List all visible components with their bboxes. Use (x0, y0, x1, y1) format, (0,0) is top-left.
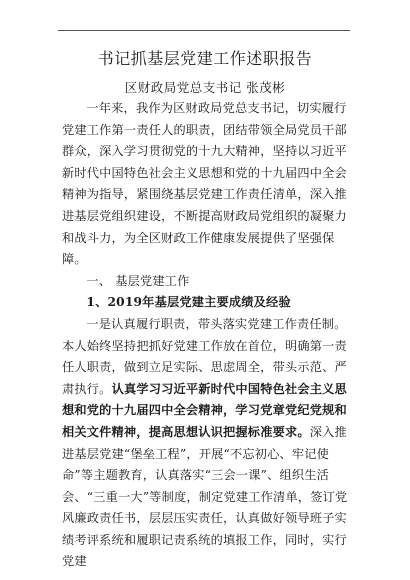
top-rule (58, 30, 350, 31)
paragraph-bold-text: 认真学习习近平新时代中国特色社会主义思想和党的十九届四中全会精神，学习党章党纪党规和相关文件精神，提高思想认识把握标准要求。 (62, 381, 347, 439)
section-heading: 一、 基层党建工作 (86, 273, 190, 288)
intro-paragraph: 一年来，我作为区财政局党总支书记，切实履行党建工作第一责任人的职责，团结带领全局党员干部群众，深入学习贯彻党的十九大精神，坚持以习近平新时代中国特色社会主义思想和党的十九届四中全会精神为指导，紧围绕基层党建工作责任清单，深入推进基层党组织建设，不断提高财政局党组织的凝聚力和战斗力，为全区财政工作健康发展提供了坚强保障。 (62, 101, 347, 267)
document-body (62, 98, 352, 573)
paragraph-text-part-2: 深入推进基层党建“堡垒工程”，开展“不忘初心、牢记使命”等主题教育，认真落实“三会一课”、组织生活会、“三重一大”等制度，制定党建工作清单，签订党风廉政责任书，层层压实责任，认真做好领导班子实绩考评系统和履职记责系统的填报工作，同时，实行党建 (62, 424, 348, 569)
subsection-heading: 1、2019年基层党建主要成绩及经验 (86, 295, 291, 310)
body-paragraph (62, 314, 352, 573)
document-title: 书记抓基层党建工作述职报告 (97, 49, 313, 68)
paragraph-text-part-1: 一是认真履行职责，带头落实党建工作责任制。本人始终坚持把抓好党建工作放在首位，明确第一责任人职责，做到立足实际、思虑周全，带头示范、严肃执行。 (62, 316, 347, 396)
document-byline: 区财政局党总支书记 张茂彬 (124, 80, 286, 95)
